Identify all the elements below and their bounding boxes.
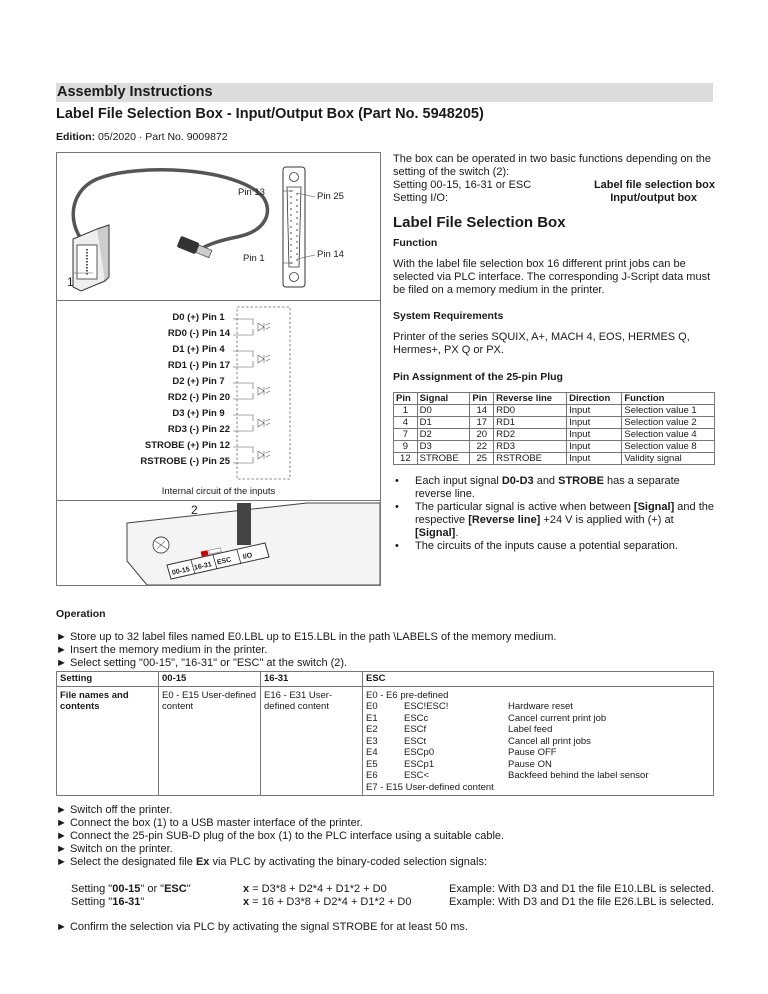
note-bold: [Signal] — [633, 501, 675, 513]
table-cell: Input — [567, 429, 622, 441]
switch-label-esc: ESC — [216, 556, 232, 567]
th-setting: Setting — [57, 672, 159, 687]
table-cell: Validity signal — [622, 453, 715, 465]
formula-variable: x — [243, 883, 250, 895]
page-title: Label File Selection Box - Input/Output Box (Part No. 5948205) — [56, 106, 484, 122]
circuit-signal: RD2 (-) — [167, 392, 199, 403]
esc-description: Backfeed behind the label sensor — [508, 770, 649, 781]
pin-table-body — [394, 405, 715, 465]
esc-file: E0 — [366, 701, 378, 712]
label-pin25: Pin 25 — [317, 191, 344, 202]
settings-row — [57, 686, 714, 796]
formula-equation — [243, 896, 430, 909]
esc-file: E2 — [366, 724, 378, 735]
sysreq-text: Printer of the series SQUIX, A+, MACH 4, EOS, HERMES Q, Hermes+, PX Q or PX. — [393, 331, 690, 356]
note-bold: STROBE — [558, 475, 604, 487]
esc-file: E1 — [366, 712, 378, 724]
edition-label: Edition: — [56, 131, 96, 143]
esc-description: Pause ON — [508, 758, 552, 770]
row-label: File names and contents — [57, 686, 159, 796]
operation-step: ► Store up to 32 label files named E0.LBL up to E15.LBL in the path \LABELS of the memory medium. — [56, 631, 714, 644]
circuit-pin: Pin 9 — [202, 408, 225, 419]
circuit-row — [57, 392, 237, 406]
operation-steps-2 — [56, 804, 714, 856]
esc-commands — [366, 701, 710, 782]
operation-step: ► Insert the memory medium in the printer. — [56, 644, 714, 657]
circuit-pin: Pin 4 — [202, 344, 225, 355]
table-row — [394, 417, 715, 429]
table-cell: Input — [567, 405, 622, 417]
table-cell: Selection value 8 — [622, 441, 715, 453]
table-cell: 1 — [394, 405, 418, 417]
operation-step: ► Switch off the printer. — [56, 804, 714, 817]
formula-text: " — [186, 883, 191, 895]
operation-step — [56, 856, 714, 869]
note-bold: D0-D3 — [501, 475, 534, 487]
note-text: The particular signal is active when between — [415, 501, 634, 513]
table-cell: Input — [567, 417, 622, 429]
note-text: and — [533, 475, 559, 487]
esc-command: ESCt — [404, 735, 427, 747]
pin-assignment-heading: Pin Assignment of the 25-pin Plug — [393, 371, 563, 383]
table-cell: D2 — [417, 429, 470, 441]
intro-setting-2 — [393, 192, 715, 205]
device-illustration — [57, 153, 380, 301]
formula-text: " or " — [140, 883, 165, 895]
th-signal: Signal — [417, 393, 470, 405]
circuit-signal: RD1 (-) — [167, 360, 199, 371]
label-pin14: Pin 14 — [317, 249, 344, 260]
note-item — [393, 475, 715, 501]
switch-panel — [57, 501, 380, 585]
operation-step: ► Select setting "00-15", "16-31" or "ESC" at the switch (2). — [56, 657, 714, 670]
step-text: Select the designated file — [69, 856, 196, 868]
formula-setting — [71, 896, 243, 909]
lfsb-heading: Label File Selection Box — [393, 214, 566, 231]
table-row — [394, 441, 715, 453]
operation-steps — [56, 631, 714, 670]
table-row — [394, 405, 715, 417]
section-title: Assembly Instructions — [56, 83, 713, 102]
function-text: With the label file selection box 16 different print jobs can be selected via PLC interface. The corresponding J-Script data must be filed on a memory medium in the printer. — [393, 258, 711, 296]
circuit-row — [57, 344, 237, 358]
note-text: has a separate reverse line. — [415, 475, 680, 500]
settings-table — [56, 671, 714, 796]
esc-description: Pause OFF — [508, 747, 557, 758]
callout-1: 1 — [67, 275, 74, 289]
formula-equation — [243, 883, 430, 896]
table-cell: 12 — [394, 453, 418, 465]
circuit-row — [57, 376, 237, 390]
settings-header — [57, 672, 714, 687]
circuit-pin: Pin 17 — [202, 360, 230, 371]
label-pin13: Pin 13 — [238, 187, 265, 198]
function-heading: Function — [393, 237, 438, 249]
formula-setting — [71, 883, 243, 896]
intro-function-2: Input/output box — [610, 192, 697, 204]
th-16-31: 16-31 — [261, 672, 363, 687]
circuit-signal: RSTROBE (-) — [140, 456, 199, 467]
formula-text: = D3*8 + D2*4 + D1*2 + D0 — [249, 883, 387, 895]
table-cell: 9 — [394, 441, 418, 453]
formula-example: Example: With D3 and D1 the file E26.LBL is selected. — [449, 896, 714, 908]
circuit-row — [57, 456, 237, 470]
switch-illustration — [57, 501, 380, 585]
label-pin1: Pin 1 — [243, 253, 265, 264]
table-cell: 7 — [394, 429, 418, 441]
table-cell: Input — [567, 441, 622, 453]
table-cell: RD3 — [494, 441, 567, 453]
cell-00-15: E0 - E15 User-defined content — [159, 686, 261, 796]
circuit-pin: Pin 25 — [202, 456, 230, 467]
table-cell: 14 — [470, 405, 494, 417]
operation-section — [56, 608, 714, 934]
intro-function-1: Label file selection box — [593, 179, 715, 191]
circuit-pin: Pin 12 — [202, 440, 230, 451]
table-cell: Selection value 2 — [622, 417, 715, 429]
esc-command: ESCc — [404, 712, 429, 724]
esc-description: Hardware reset — [508, 701, 573, 712]
note-text: and the respective — [415, 501, 715, 526]
confirm-step: ► Confirm the selection via PLC by activating the signal STROBE for at least 50 ms. — [56, 921, 714, 934]
formula-text: Setting " — [71, 896, 113, 908]
note-item — [393, 501, 715, 540]
table-cell: Input — [567, 453, 622, 465]
circuit-row — [57, 440, 237, 454]
formula-text: = 16 + D3*8 + D2*4 + D1*2 + D0 — [249, 896, 412, 908]
switch-label-io: I/O — [242, 552, 253, 561]
pin-assignment-table — [393, 392, 715, 465]
table-cell: D0 — [417, 405, 470, 417]
step-bold: Ex — [195, 856, 210, 868]
note-text: . — [455, 527, 459, 539]
table-cell: RD0 — [494, 405, 567, 417]
table-cell: Selection value 1 — [622, 405, 715, 417]
switch-label-00-15: 00-15 — [171, 566, 191, 577]
circuit-row — [57, 360, 237, 374]
formula-bold: 16-31 — [112, 896, 141, 908]
circuit-caption: Internal circuit of the inputs — [161, 486, 276, 497]
table-cell: D3 — [417, 441, 470, 453]
note-text: +24 V is applied with (+) at — [540, 514, 674, 526]
table-cell: 25 — [470, 453, 494, 465]
table-row — [394, 453, 715, 465]
formula-bold: ESC — [164, 883, 187, 895]
note-bold: [Signal] — [415, 527, 456, 539]
esc-user-defined: E7 - E15 User-defined content — [366, 781, 494, 793]
table-row — [394, 429, 715, 441]
pin-table-header — [394, 393, 715, 405]
esc-command: ESCp1 — [404, 758, 435, 770]
note-item: • The circuits of the inputs cause a potential separation. — [393, 540, 715, 553]
circuit-pin: Pin 20 — [202, 392, 230, 403]
esc-predefined: E0 - E6 pre-defined — [366, 689, 449, 701]
table-cell: RD2 — [494, 429, 567, 441]
table-cell: 4 — [394, 417, 418, 429]
step-text: via PLC by activating the binary-coded selection signals: — [209, 856, 488, 868]
esc-file: E5 — [366, 758, 378, 770]
formula-bold: 00-15 — [112, 883, 141, 895]
th-direction: Direction — [567, 393, 622, 405]
esc-description: Cancel current print job — [508, 712, 607, 724]
sysreq-heading: System Requirements — [393, 310, 504, 322]
formula-list — [56, 883, 714, 909]
th-esc: ESC — [363, 672, 714, 687]
esc-file: E4 — [366, 747, 378, 758]
esc-file: E3 — [366, 735, 378, 747]
esc-command: ESCf — [404, 724, 427, 735]
circuit-pin: Pin 1 — [202, 312, 225, 323]
circuit-row — [57, 424, 237, 438]
table-cell: 22 — [470, 441, 494, 453]
note-text: Each input signal — [415, 475, 502, 487]
figure-box — [56, 152, 381, 586]
operation-heading: Operation — [56, 608, 106, 620]
device-panel — [57, 153, 380, 301]
esc-description: Cancel all print jobs — [508, 735, 591, 747]
circuit-pin: Pin 7 — [202, 376, 225, 387]
circuit-row — [57, 312, 237, 326]
formula-text: Setting " — [71, 883, 113, 895]
formula-row — [71, 896, 714, 909]
esc-command: ESCp0 — [404, 747, 435, 758]
circuit-signal: RD3 (-) — [167, 424, 199, 435]
th-reverse-line: Reverse line — [494, 393, 567, 405]
circuit-signal: D0 (+) — [172, 312, 199, 323]
operation-step: ► Switch on the printer. — [56, 843, 714, 856]
intro-text: The box can be operated in two basic functions depending on the setting of the switch (2): — [393, 153, 712, 178]
note-bold: [Reverse line] — [468, 514, 541, 526]
signal-notes — [393, 475, 715, 553]
circuit-signal: D3 (+) — [172, 408, 199, 419]
formula-example: Example: With D3 and D1 the file E10.LBL is selected. — [449, 883, 714, 895]
circuit-row — [57, 328, 237, 342]
table-cell: STROBE — [417, 453, 470, 465]
circuit-panel — [57, 301, 380, 501]
cell-16-31: E16 - E31 User-defined content — [261, 686, 363, 796]
circuit-signal: RD0 (-) — [167, 328, 199, 339]
callout-2: 2 — [191, 503, 198, 517]
cell-esc — [363, 686, 714, 796]
circuit-pin: Pin 22 — [202, 424, 230, 435]
operation-step: ► Connect the box (1) to a USB master interface of the printer. — [56, 817, 714, 830]
esc-description: Label feed — [508, 724, 553, 735]
edition-line — [56, 131, 713, 143]
esc-command: ESC!ESC! — [404, 701, 449, 712]
table-cell: D1 — [417, 417, 470, 429]
table-cell: 17 — [470, 417, 494, 429]
formula-row — [71, 883, 714, 896]
table-cell: Selection value 4 — [622, 429, 715, 441]
intro-setting-1 — [393, 179, 715, 192]
circuit-row — [57, 408, 237, 422]
th-pin-reverse: Pin — [470, 393, 494, 405]
edition-value: 05/2020 · Part No. 9009872 — [98, 131, 228, 143]
th-function: Function — [622, 393, 715, 405]
circuit-signal: STROBE (+) — [144, 440, 199, 451]
formula-text: " — [140, 896, 145, 908]
switch-label-16-31: 16-31 — [193, 561, 213, 572]
circuit-pin: Pin 14 — [202, 328, 230, 339]
esc-command: ESC< — [404, 770, 430, 781]
table-cell: RSTROBE — [494, 453, 567, 465]
circuit-signal: D2 (+) — [172, 376, 199, 387]
operation-step: ► Connect the 25-pin SUB-D plug of the box (1) to the PLC interface using a suitable cable. — [56, 830, 714, 843]
formula-variable: x — [243, 896, 250, 908]
th-00-15: 00-15 — [159, 672, 261, 687]
right-column — [393, 153, 715, 553]
circuit-signal: D1 (+) — [172, 344, 199, 355]
table-cell: RD1 — [494, 417, 567, 429]
table-cell: 20 — [470, 429, 494, 441]
th-pin: Pin — [394, 393, 418, 405]
intro-setting-1-label: Setting 00-15, 16-31 or ESC — [393, 179, 532, 191]
esc-file: E6 — [366, 770, 378, 781]
document-header — [56, 83, 713, 143]
intro-setting-2-label: Setting I/O: — [393, 192, 449, 204]
